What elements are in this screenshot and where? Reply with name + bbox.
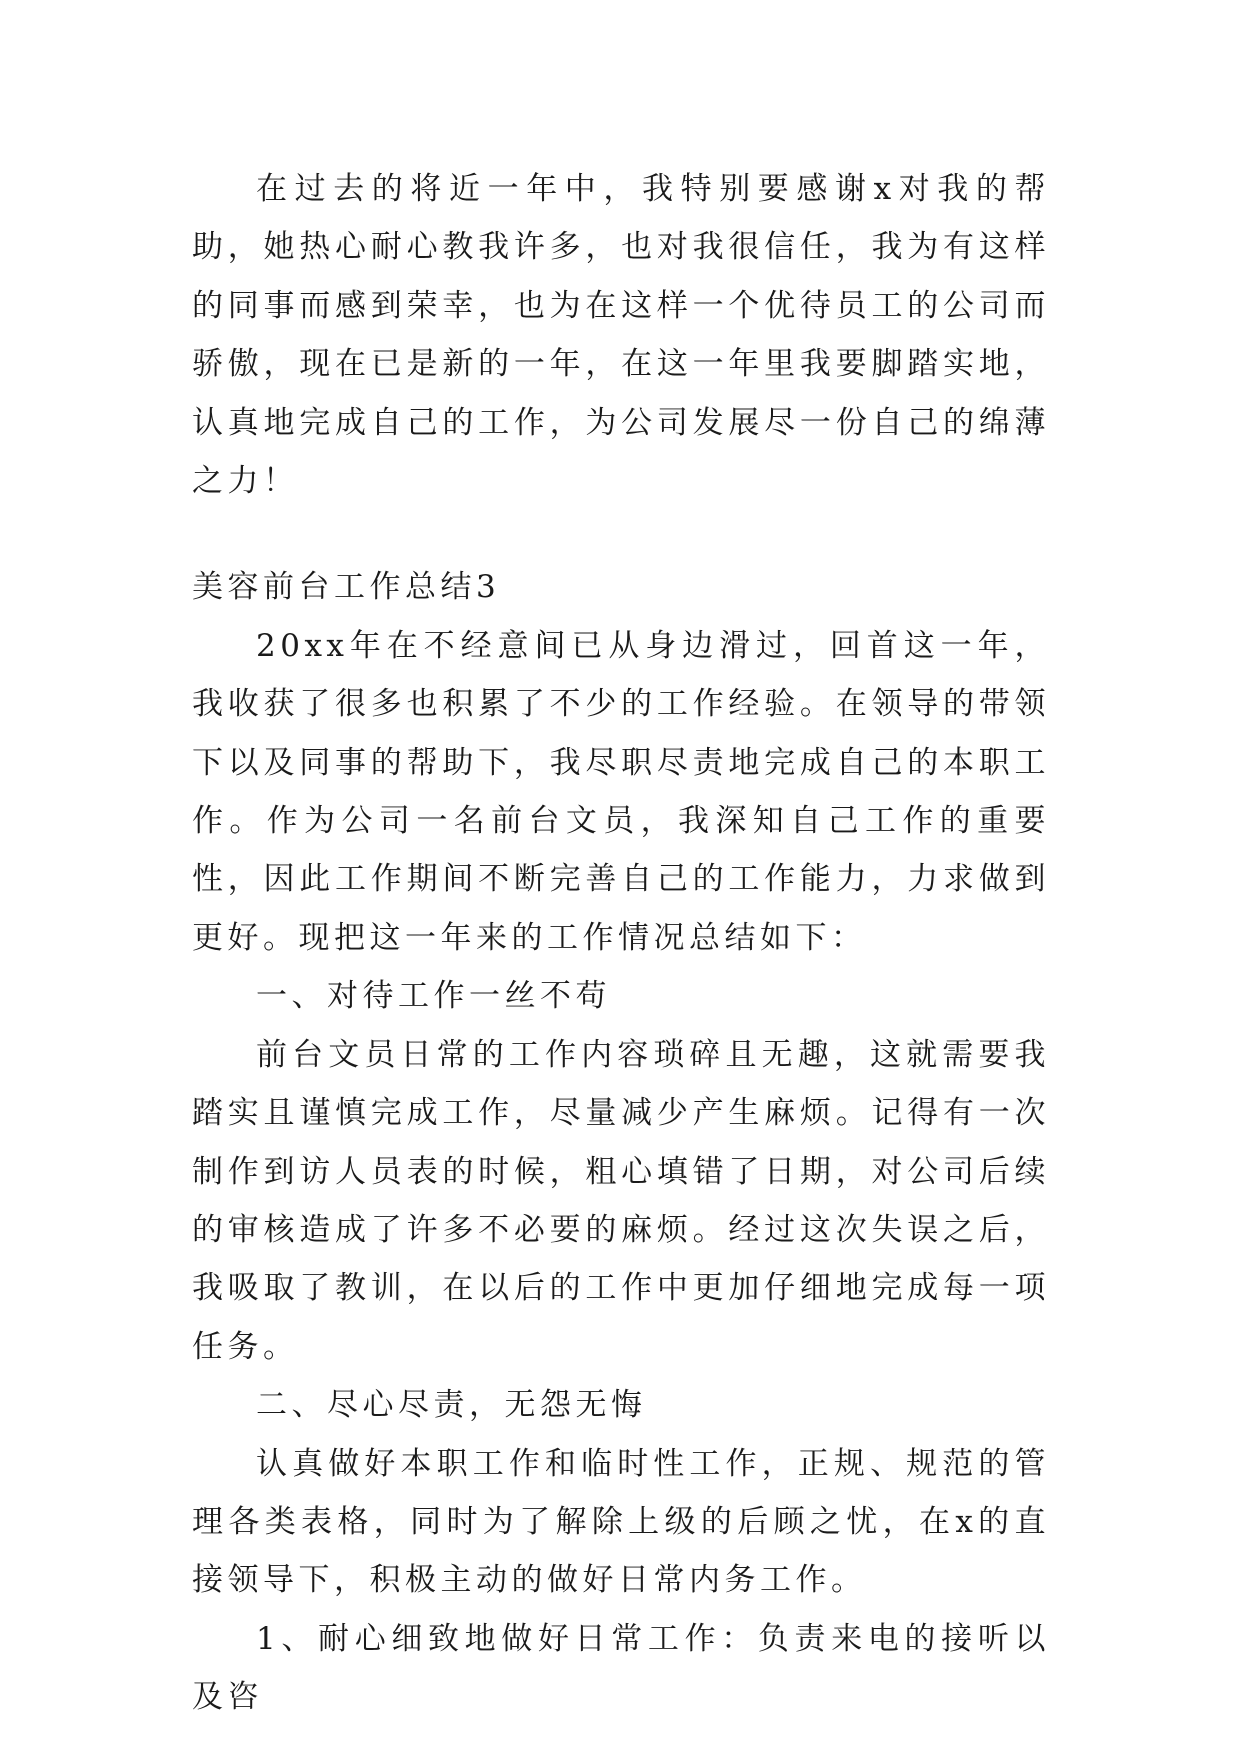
body-paragraph: 认真做好本职工作和临时性工作，正规、规范的管理各类表格，同时为了解除上级的后顾之忧，在x的直接领导下，积极主动的做好日常内务工作。: [192, 1445, 1050, 1599]
subsection-heading: 二、尽心尽责，无怨无悔: [256, 1387, 647, 1424]
body-paragraph: 在过去的将近一年中，我特别要感谢x对我的帮助，她热心耐心教我许多，也对我很信任，我为有这样的同事而感到荣幸，也为在这样一个优待员工的公司而骄傲，现在已是新的一年，在这一年里我要脚踏实地，认真地完成自己的工作，为公司发展尽一份自己的绵薄之力！: [192, 171, 1050, 500]
subsection-heading: 一、对待工作一丝不苟: [256, 978, 611, 1015]
document-page: [192, 160, 1050, 1727]
body-paragraph: 1、耐心细致地做好日常工作：负责来电的接听以及咨: [192, 1620, 1050, 1716]
section-heading: 美容前台工作总结3: [192, 569, 501, 606]
body-paragraph: 前台文员日常的工作内容琐碎且无趣，这就需要我踏实且谨慎完成工作，尽量减少产生麻烦。记得有一次制作到访人员表的时候，粗心填错了日期，对公司后续的审核造成了许多不必要的麻烦。经过这次失误之后，我吸取了教训，在以后的工作中更加仔细地完成每一项任务。: [192, 1036, 1050, 1365]
body-paragraph: 20xx年在不经意间已从身边滑过，回首这一年，我收获了很多也积累了不少的工作经验。在领导的带领下以及同事的帮助下，我尽职尽责地完成自己的本职工作。作为公司一名前台文员，我深知自己工作的重要性，因此工作期间不断完善自己的工作能力，力求做到更好。现把这一年来的工作情况总结如下：: [192, 627, 1050, 956]
